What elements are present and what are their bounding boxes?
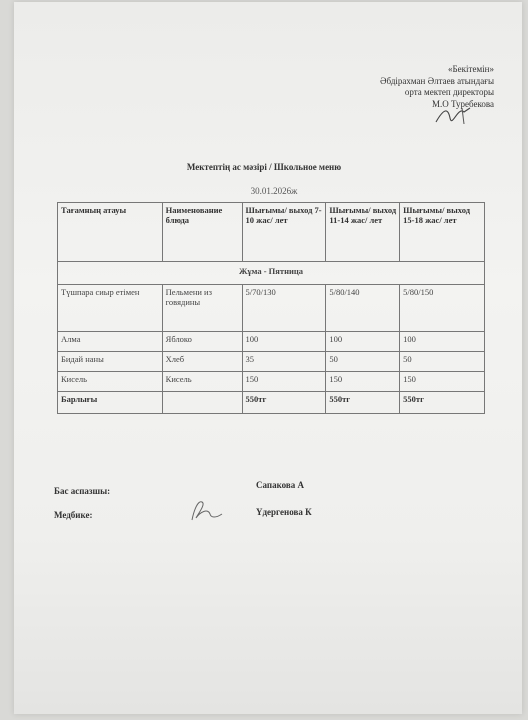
- table-cell: Кисель: [58, 372, 163, 392]
- table-cell: 150: [326, 372, 400, 392]
- table-cell: 150: [242, 372, 326, 392]
- table-cell: 100: [400, 332, 485, 352]
- table-cell: 150: [400, 372, 485, 392]
- table-row: [58, 332, 485, 352]
- header-cell: Шығымы/ выход 11-14 жас/ лет: [326, 203, 400, 262]
- day-label: Жұма - Пятница: [58, 262, 485, 285]
- table-cell: Бидай наны: [58, 352, 163, 372]
- table-cell: Яблоко: [162, 332, 242, 352]
- table-cell: 50: [400, 352, 485, 372]
- total-cell: 550тг: [400, 392, 485, 414]
- table-cell: 5/70/130: [242, 285, 326, 332]
- table-cell: Кисель: [162, 372, 242, 392]
- header-cell: Шығымы/ выход 15-18 жас/ лет: [400, 203, 485, 262]
- approval-director: М.О Туребекова: [431, 98, 494, 109]
- total-cell: 550тг: [326, 392, 400, 414]
- day-row: [58, 262, 485, 285]
- nurse-label: Медбике:: [54, 510, 93, 520]
- chef-label: Бас аспазшы:: [54, 486, 111, 496]
- table-cell: 5/80/140: [326, 285, 400, 332]
- table-cell: Хлеб: [162, 352, 242, 372]
- director-signature-icon: [434, 104, 474, 126]
- approval-school: Әбдірахман Әлтаев атындағы: [379, 75, 494, 86]
- table-cell: 100: [242, 332, 326, 352]
- total-row: [58, 392, 485, 414]
- approval-position: орта мектеп директоры: [404, 87, 494, 97]
- table-cell: Пельмени из говядины: [162, 285, 242, 332]
- table-cell: 50: [326, 352, 400, 372]
- table-cell: 5/80/150: [400, 285, 485, 332]
- header-cell: Наименование блюда: [162, 203, 242, 262]
- nurse-name: Үдергенова К: [256, 507, 312, 517]
- table-row: [58, 285, 485, 332]
- header-cell: Шығымы/ выход 7-10 жас/ лет: [242, 203, 326, 262]
- approval-heading: «Бекітемін»: [448, 64, 494, 74]
- table-row: [58, 352, 485, 372]
- document-page: [14, 2, 522, 714]
- table-row: [58, 372, 485, 392]
- total-cell: 550тг: [242, 392, 326, 414]
- approval-block: [334, 64, 494, 110]
- table-header-row: [58, 203, 485, 262]
- chef-name: Сапакова А: [256, 480, 305, 490]
- total-cell: [162, 392, 242, 414]
- menu-date: 30.01.2026ж: [250, 186, 298, 196]
- table-cell: Түшпара сиыр етімен: [58, 285, 163, 332]
- total-label: Барлығы: [58, 392, 163, 414]
- table-cell: 35: [242, 352, 326, 372]
- menu-title: Мектептің ас мәзірі / Школьное меню: [186, 162, 342, 172]
- header-cell: Тағамның атауы: [58, 203, 163, 262]
- table-cell: Алма: [58, 332, 163, 352]
- nurse-signature-icon: [186, 496, 226, 524]
- table-cell: 100: [326, 332, 400, 352]
- menu-table: [57, 202, 485, 414]
